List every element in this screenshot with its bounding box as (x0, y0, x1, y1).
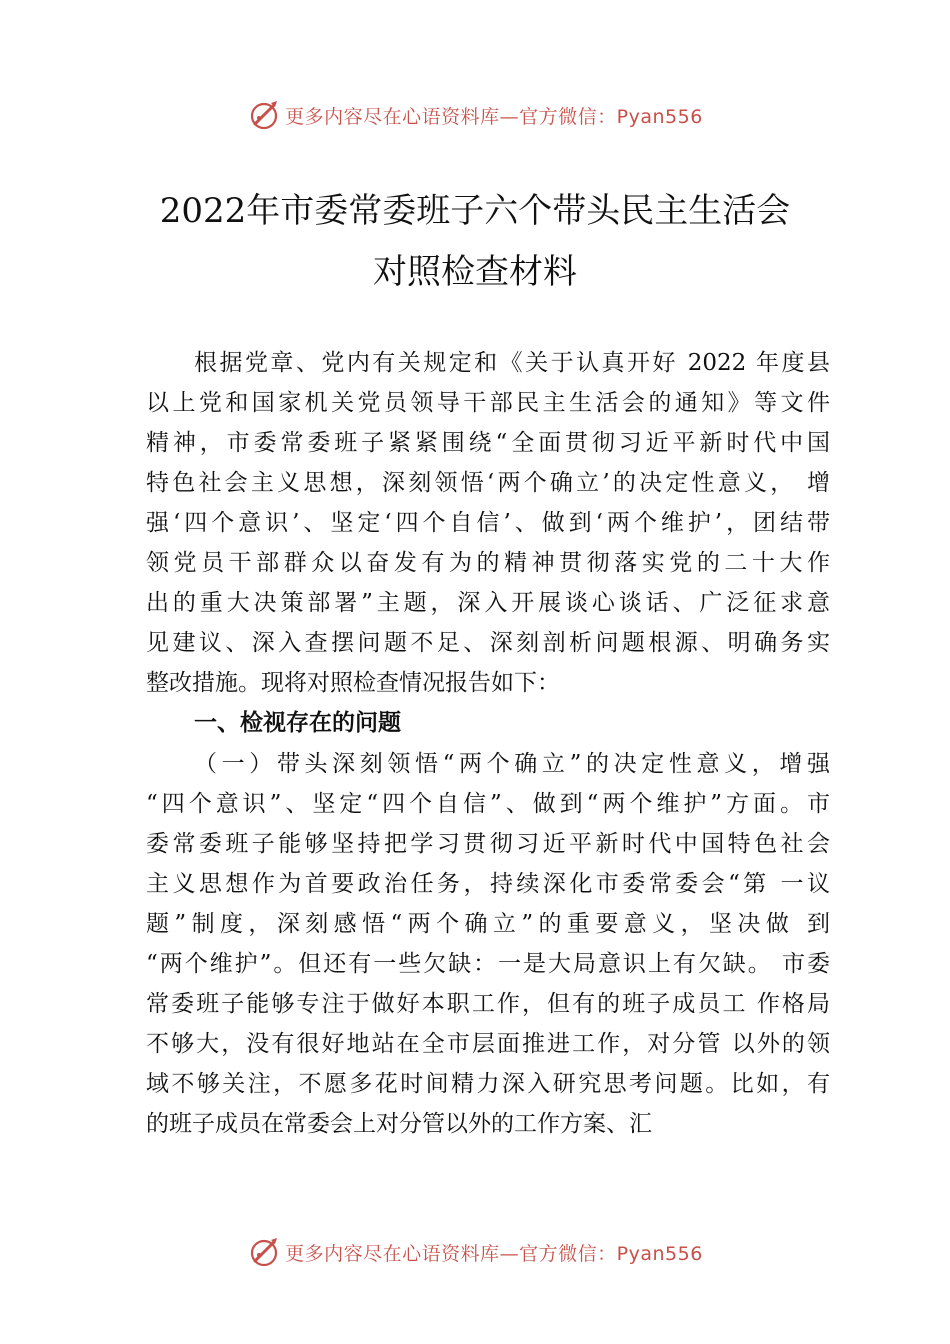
para2-line: “两个维护”。但还有一些欠缺：一是大局意识上有欠缺。 市委 (146, 951, 830, 977)
document-title-line-1: 2022年市委常委班子六个带头民主生活会 (159, 191, 791, 231)
para2-line: （一）带头深刻领悟“两个确立”的决定性意义，增强 (194, 751, 830, 777)
para1-line: 强‘四个意识’、坚定‘四个自信’、做到‘两个维护’，团结带 (146, 510, 830, 536)
document-title-line-2: 对照检查材料 (373, 252, 577, 292)
para1-line: 特色社会主义思想，深刻领悟‘两个确立’的决定性意义， 增 (146, 470, 830, 496)
watermark-text: 更多内容尽在心语资料库—官方微信：Pyan556 (285, 1242, 703, 1265)
para1-line: 整改措施。现将对照检查情况报告如下： (146, 670, 560, 696)
para2-line: 主义思想作为首要政治任务，持续深化市委常委会“第 一议 (146, 871, 830, 897)
para1-line: 领党员干部群众以奋发有为的精神贯彻落实党的二十大作 (146, 550, 830, 576)
para1-line: 以上党和国家机关党员领导干部民主生活会的通知》等文件 (146, 390, 830, 416)
para2-line: 的班子成员在常委会上对分管以外的工作方案、汇 (146, 1111, 652, 1137)
watermark-banner-top (0, 95, 950, 135)
watermark-text: 更多内容尽在心语资料库—官方微信：Pyan556 (285, 105, 703, 128)
para1-line: 出的重大决策部署”主题，深入开展谈心谈话、广泛征求意 (146, 590, 830, 616)
para2-line: 委常委班子能够坚持把学习贯彻习近平新时代中国特色社会 (146, 831, 830, 857)
para2-line: “四个意识”、坚定“四个自信”、做到“两个维护”方面。市 (146, 791, 830, 817)
para2-line: 常委班子能够专注于做好本职工作，但有的班子成员工 作格局 (146, 991, 830, 1017)
brush-logo-icon (247, 98, 281, 132)
para1-line: 见建议、深入查摆问题不足、深刻剖析问题根源、明确务实 (146, 630, 830, 656)
para2-line: 题”制度，深刻感悟“两个确立”的重要意义，坚决做 到 (146, 911, 830, 937)
section-heading: 一、检视存在的问题 (194, 710, 401, 736)
para1-line: 根据党章、党内有关规定和《关于认真开好 2022 年度县 (194, 350, 830, 376)
brush-logo-icon (247, 1235, 281, 1269)
para2-line: 域不够关注，不愿多花时间精力深入研究思考问题。比如，有 (146, 1071, 830, 1097)
para2-line: 不够大，没有很好地站在全市层面推进工作，对分管 以外的领 (146, 1031, 830, 1057)
para1-line: 精神，市委常委班子紧紧围绕“全面贯彻习近平新时代中国 (146, 430, 830, 456)
watermark-banner-bottom (0, 1232, 950, 1272)
